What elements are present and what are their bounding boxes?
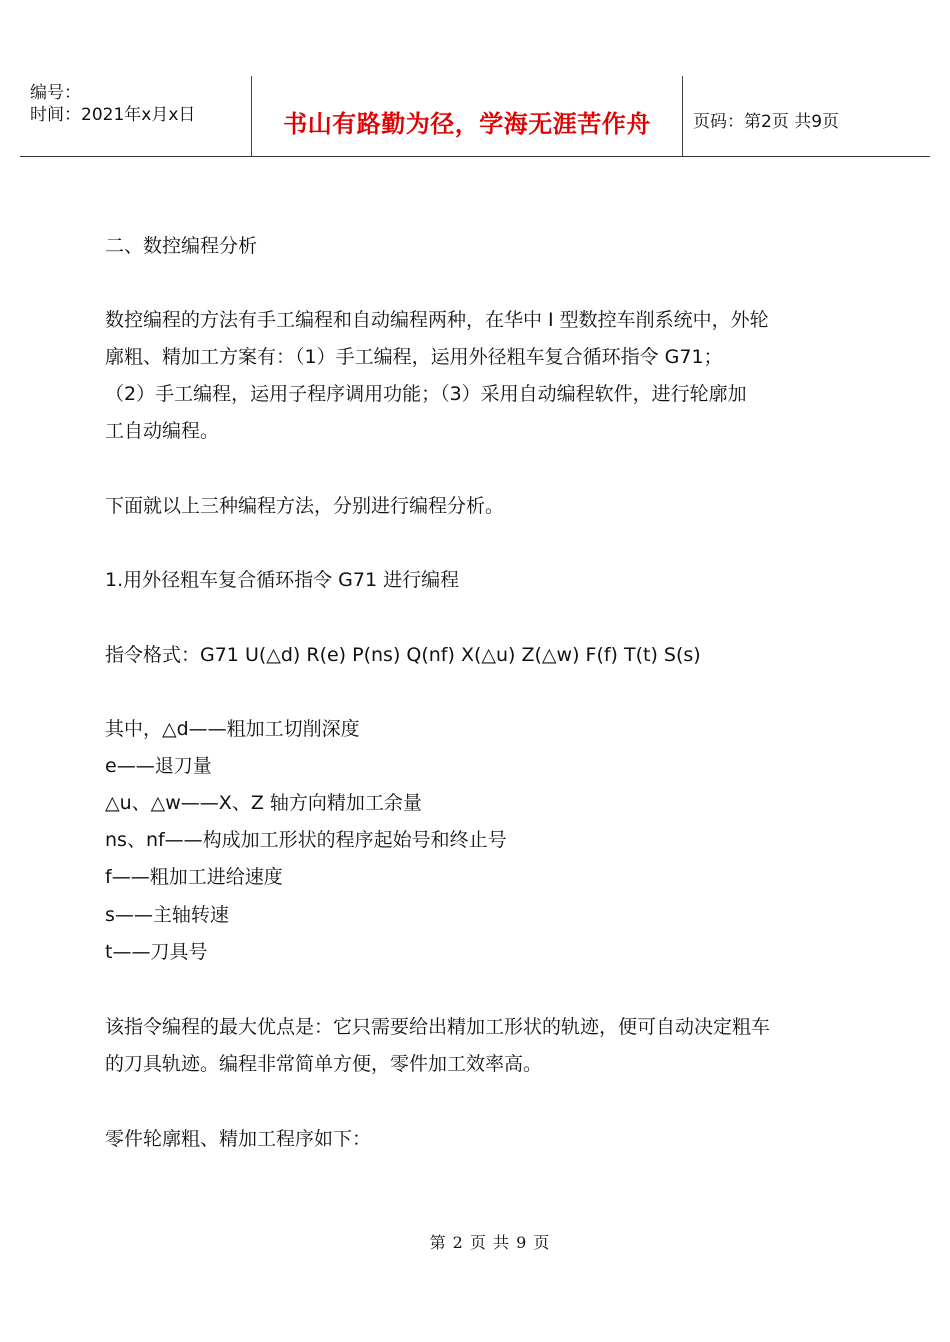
page-footer: 第 2 页 共 9 页: [429, 1233, 551, 1252]
paragraph-line: 廓粗、精加工方案有：（1）手工编程，运用外径粗车复合循环指令 G71；: [105, 346, 723, 368]
time-label: 时间：2021年x月x日: [30, 105, 196, 125]
command-format: 指令格式：G71 U(△d) R(e) P(ns) Q(nf) X(△u) Z(△w) F(f) T(t) S(s): [105, 644, 701, 666]
header-meta: [30, 82, 195, 126]
paragraph-line: 工自动编程。: [105, 420, 220, 442]
number-label: 编号：: [30, 83, 81, 103]
param-line: t——刀具号: [105, 941, 208, 963]
subsection-title: 1.用外径粗车复合循环指令 G71 进行编程: [105, 569, 460, 591]
paragraph-line: （2）手工编程，运用子程序调用功能；（3）采用自动编程软件，进行轮廓加: [105, 383, 747, 405]
param-line: 其中，△d——粗加工切削深度: [105, 718, 360, 740]
param-line: e——退刀量: [105, 755, 212, 777]
header-motto: 书山有路勤为径，学海无涯苦作舟: [283, 110, 651, 138]
paragraph-line: 该指令编程的最大优点是：它只需要给出精加工形状的轨迹，便可自动决定粗车: [105, 1016, 771, 1038]
page-header: [20, 76, 930, 157]
param-line: △u、△w——X、Z 轴方向精加工余量: [105, 792, 422, 814]
section-title: 二、数控编程分析: [105, 235, 258, 257]
header-divider: [682, 76, 683, 156]
paragraph: 下面就以上三种编程方法，分别进行编程分析。: [105, 495, 505, 517]
param-line: f——粗加工进给速度: [105, 866, 283, 888]
param-line: ns、nf——构成加工形状的程序起始号和终止号: [105, 829, 507, 851]
header-page-label: 页码：第2页 共9页: [693, 112, 840, 132]
paragraph-line: 的刀具轨迹。编程非常简单方便，零件加工效率高。: [105, 1053, 543, 1075]
param-line: s——主轴转速: [105, 904, 229, 926]
paragraph-line: 数控编程的方法有手工编程和自动编程两种，在华中 I 型数控车削系统中，外轮: [105, 309, 769, 331]
paragraph: 零件轮廓粗、精加工程序如下：: [105, 1128, 372, 1150]
